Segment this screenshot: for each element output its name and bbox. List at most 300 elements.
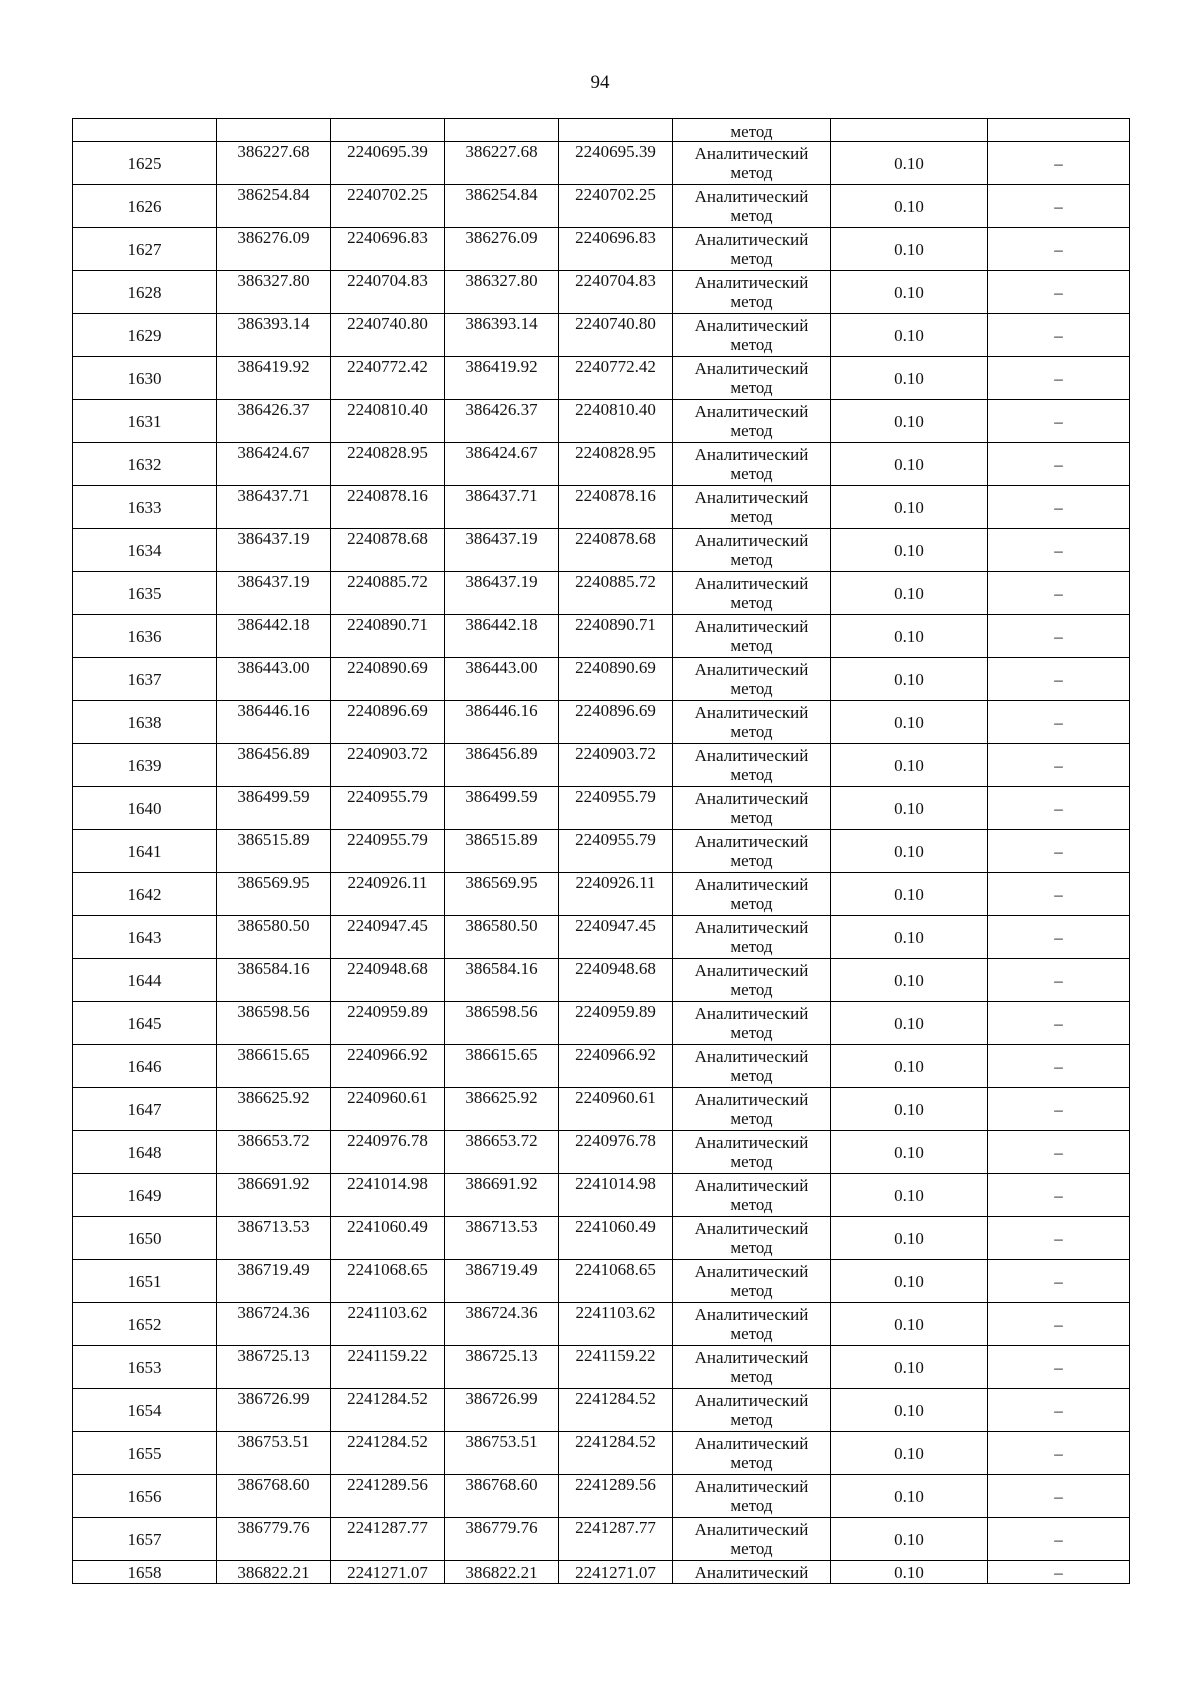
note-cell: – [988, 1389, 1130, 1432]
method-cell: Аналитический метод [673, 1131, 831, 1174]
table-row [73, 357, 1130, 400]
note-cell: – [988, 1088, 1130, 1131]
y-coordinate-new-cell: 2240885.72 [559, 572, 673, 615]
note-cell: – [988, 658, 1130, 701]
y-coordinate-cell: 2241287.77 [331, 1518, 445, 1561]
note-cell: – [988, 1475, 1130, 1518]
x-coordinate-cell: 386569.95 [217, 873, 331, 916]
y-coordinate-cell: 2240740.80 [331, 314, 445, 357]
table-row [73, 1518, 1130, 1561]
y-coordinate-cell: 2240959.89 [331, 1002, 445, 1045]
point-number-cell: 1652 [73, 1303, 217, 1346]
accuracy-cell: 0.10 [831, 271, 988, 314]
y-coordinate-new-cell: 2240959.89 [559, 1002, 673, 1045]
x-coordinate-cell: 386419.92 [217, 357, 331, 400]
table-row [73, 572, 1130, 615]
note-cell: – [988, 228, 1130, 271]
x-coordinate-new-cell: 386419.92 [445, 357, 559, 400]
method-cell: Аналитический метод [673, 916, 831, 959]
note-cell: – [988, 1518, 1130, 1561]
table-row [73, 615, 1130, 658]
x-coordinate-cell: 386227.68 [217, 142, 331, 185]
table-row [73, 228, 1130, 271]
table-row [73, 443, 1130, 486]
note-cell: – [988, 443, 1130, 486]
x-coordinate-new-cell: 386726.99 [445, 1389, 559, 1432]
table-row [73, 529, 1130, 572]
x-coordinate-cell: 386753.51 [217, 1432, 331, 1475]
accuracy-cell: 0.10 [831, 142, 988, 185]
point-number-cell: 1634 [73, 529, 217, 572]
y-coordinate-new-cell: 2241060.49 [559, 1217, 673, 1260]
accuracy-cell: 0.10 [831, 357, 988, 400]
y-coordinate-cell: 2240903.72 [331, 744, 445, 787]
x-coordinate-cell: 386822.21 [217, 1561, 331, 1584]
y-coordinate-cell: 2240878.16 [331, 486, 445, 529]
x-coordinate-cell: 386443.00 [217, 658, 331, 701]
x-coordinate-cell: 386768.60 [217, 1475, 331, 1518]
y-coordinate-new-cell: 2240948.68 [559, 959, 673, 1002]
y-coordinate-new-cell: 2240960.61 [559, 1088, 673, 1131]
point-number-cell: 1636 [73, 615, 217, 658]
accuracy-cell: 0.10 [831, 1346, 988, 1389]
x-coordinate-new-cell: 386437.19 [445, 572, 559, 615]
y-coordinate-new-cell: 2240890.71 [559, 615, 673, 658]
table-row [73, 1131, 1130, 1174]
note-cell: – [988, 1561, 1130, 1584]
table-row [73, 271, 1130, 314]
y-coordinate-new-cell: 2240740.80 [559, 314, 673, 357]
accuracy-cell: 0.10 [831, 1303, 988, 1346]
continuation-row [73, 119, 1130, 142]
x-coordinate-cell: 386725.13 [217, 1346, 331, 1389]
y-coordinate-new-cell: 2241014.98 [559, 1174, 673, 1217]
point-number-cell: 1632 [73, 443, 217, 486]
table-row [73, 1260, 1130, 1303]
accuracy-cell: 0.10 [831, 1389, 988, 1432]
point-number-cell: 1630 [73, 357, 217, 400]
method-cell: Аналитический метод [673, 787, 831, 830]
x-coordinate-new-cell: 386653.72 [445, 1131, 559, 1174]
point-number-cell: 1635 [73, 572, 217, 615]
x-coordinate-cell: 386615.65 [217, 1045, 331, 1088]
table-row [73, 701, 1130, 744]
table-row [73, 744, 1130, 787]
y-coordinate-cell: 2240878.68 [331, 529, 445, 572]
x-coordinate-cell: 386327.80 [217, 271, 331, 314]
point-number-cell: 1643 [73, 916, 217, 959]
x-coordinate-new-cell: 386725.13 [445, 1346, 559, 1389]
y-coordinate-cell: 2240947.45 [331, 916, 445, 959]
point-number-cell: 1646 [73, 1045, 217, 1088]
accuracy-cell: 0.10 [831, 1260, 988, 1303]
table-row [73, 486, 1130, 529]
x-coordinate-new-cell: 386580.50 [445, 916, 559, 959]
note-cell: – [988, 1217, 1130, 1260]
y-coordinate-new-cell: 2240966.92 [559, 1045, 673, 1088]
method-cell: Аналитический [673, 1561, 831, 1584]
y-coordinate-cell: 2240885.72 [331, 572, 445, 615]
x-coordinate-new-cell: 386598.56 [445, 1002, 559, 1045]
y-coordinate-cell: 2240896.69 [331, 701, 445, 744]
note-cell: – [988, 400, 1130, 443]
table-row [73, 959, 1130, 1002]
y-coordinate-cell: 2241289.56 [331, 1475, 445, 1518]
method-cell: Аналитический метод [673, 959, 831, 1002]
y-coordinate-cell: 2240702.25 [331, 185, 445, 228]
accuracy-cell: 0.10 [831, 787, 988, 830]
note-cell: – [988, 1303, 1130, 1346]
point-number-cell: 1628 [73, 271, 217, 314]
method-cell: Аналитический метод [673, 1002, 831, 1045]
point-number-cell: 1641 [73, 830, 217, 873]
y-coordinate-cell: 2240828.95 [331, 443, 445, 486]
y-coordinate-new-cell: 2241068.65 [559, 1260, 673, 1303]
method-cell: Аналитический метод [673, 486, 831, 529]
method-cell: Аналитический метод [673, 357, 831, 400]
y-coordinate-new-cell: 2240810.40 [559, 400, 673, 443]
method-cell: Аналитический метод [673, 701, 831, 744]
table-row [73, 916, 1130, 959]
x-coordinate-new-cell: 386753.51 [445, 1432, 559, 1475]
method-cell: Аналитический метод [673, 1432, 831, 1475]
x-coordinate-cell: 386713.53 [217, 1217, 331, 1260]
x-coordinate-cell: 386442.18 [217, 615, 331, 658]
x-coordinate-new-cell: 386625.92 [445, 1088, 559, 1131]
x-coordinate-cell: 386719.49 [217, 1260, 331, 1303]
table-row [73, 1432, 1130, 1475]
y-coordinate-new-cell: 2240926.11 [559, 873, 673, 916]
y-coordinate-cell: 2240960.61 [331, 1088, 445, 1131]
y-coordinate-cell: 2241103.62 [331, 1303, 445, 1346]
accuracy-cell: 0.10 [831, 400, 988, 443]
y-coordinate-new-cell: 2240695.39 [559, 142, 673, 185]
method-cell: Аналитический метод [673, 443, 831, 486]
method-cell: Аналитический метод [673, 873, 831, 916]
point-number-cell: 1644 [73, 959, 217, 1002]
x-coordinate-cell: 386499.59 [217, 787, 331, 830]
accuracy-cell: 0.10 [831, 1045, 988, 1088]
x-coordinate-new-cell: 386276.09 [445, 228, 559, 271]
cell-empty [217, 119, 331, 142]
x-coordinate-cell: 386456.89 [217, 744, 331, 787]
method-cell: Аналитический метод [673, 572, 831, 615]
x-coordinate-cell: 386580.50 [217, 916, 331, 959]
note-cell: – [988, 873, 1130, 916]
note-cell: – [988, 787, 1130, 830]
table-row [73, 658, 1130, 701]
accuracy-cell: 0.10 [831, 1174, 988, 1217]
note-cell: – [988, 1260, 1130, 1303]
page-number: 94 [590, 72, 610, 93]
y-coordinate-cell: 2240890.71 [331, 615, 445, 658]
x-coordinate-new-cell: 386437.71 [445, 486, 559, 529]
x-coordinate-new-cell: 386424.67 [445, 443, 559, 486]
x-coordinate-new-cell: 386713.53 [445, 1217, 559, 1260]
x-coordinate-cell: 386625.92 [217, 1088, 331, 1131]
x-coordinate-new-cell: 386327.80 [445, 271, 559, 314]
x-coordinate-cell: 386653.72 [217, 1131, 331, 1174]
note-cell: – [988, 185, 1130, 228]
y-coordinate-cell: 2240810.40 [331, 400, 445, 443]
x-coordinate-cell: 386424.67 [217, 443, 331, 486]
x-coordinate-cell: 386446.16 [217, 701, 331, 744]
method-cell: Аналитический метод [673, 1045, 831, 1088]
y-coordinate-cell: 2240926.11 [331, 873, 445, 916]
y-coordinate-cell: 2240955.79 [331, 787, 445, 830]
accuracy-cell: 0.10 [831, 1561, 988, 1584]
table-row [73, 1389, 1130, 1432]
note-cell: – [988, 701, 1130, 744]
table-row [73, 185, 1130, 228]
method-cell: Аналитический метод [673, 615, 831, 658]
method-cell: Аналитический метод [673, 1303, 831, 1346]
y-coordinate-new-cell: 2241159.22 [559, 1346, 673, 1389]
method-cell: Аналитический метод [673, 1260, 831, 1303]
point-number-cell: 1653 [73, 1346, 217, 1389]
cell-empty [988, 119, 1130, 142]
y-coordinate-new-cell: 2241289.56 [559, 1475, 673, 1518]
accuracy-cell: 0.10 [831, 1002, 988, 1045]
x-coordinate-cell: 386515.89 [217, 830, 331, 873]
note-cell: – [988, 314, 1130, 357]
y-coordinate-cell: 2240772.42 [331, 357, 445, 400]
y-coordinate-cell: 2240704.83 [331, 271, 445, 314]
x-coordinate-cell: 386437.19 [217, 572, 331, 615]
y-coordinate-cell: 2241159.22 [331, 1346, 445, 1389]
method-cell: Аналитический метод [673, 400, 831, 443]
x-coordinate-new-cell: 386442.18 [445, 615, 559, 658]
x-coordinate-cell: 386691.92 [217, 1174, 331, 1217]
x-coordinate-cell: 386779.76 [217, 1518, 331, 1561]
accuracy-cell: 0.10 [831, 1475, 988, 1518]
y-coordinate-new-cell: 2240704.83 [559, 271, 673, 314]
cell-empty [445, 119, 559, 142]
y-coordinate-new-cell: 2240772.42 [559, 357, 673, 400]
y-coordinate-cell: 2240976.78 [331, 1131, 445, 1174]
accuracy-cell: 0.10 [831, 1131, 988, 1174]
x-coordinate-new-cell: 386724.36 [445, 1303, 559, 1346]
table-row [73, 873, 1130, 916]
note-cell: – [988, 1174, 1130, 1217]
point-number-cell: 1625 [73, 142, 217, 185]
table-row [73, 1303, 1130, 1346]
accuracy-cell: 0.10 [831, 959, 988, 1002]
accuracy-cell: 0.10 [831, 314, 988, 357]
y-coordinate-cell: 2241060.49 [331, 1217, 445, 1260]
x-coordinate-new-cell: 386426.37 [445, 400, 559, 443]
accuracy-cell: 0.10 [831, 572, 988, 615]
note-cell: – [988, 357, 1130, 400]
y-coordinate-new-cell: 2240955.79 [559, 830, 673, 873]
note-cell: – [988, 142, 1130, 185]
y-coordinate-new-cell: 2241284.52 [559, 1432, 673, 1475]
method-cell: Аналитический метод [673, 1217, 831, 1260]
method-cell: Аналитический метод [673, 1518, 831, 1561]
x-coordinate-new-cell: 386456.89 [445, 744, 559, 787]
method-cell: Аналитический метод [673, 314, 831, 357]
method-cell: Аналитический метод [673, 1088, 831, 1131]
table-row [73, 142, 1130, 185]
method-cell: Аналитический метод [673, 228, 831, 271]
x-coordinate-new-cell: 386499.59 [445, 787, 559, 830]
note-cell: – [988, 1002, 1130, 1045]
table-row [73, 314, 1130, 357]
x-coordinate-new-cell: 386437.19 [445, 529, 559, 572]
point-number-cell: 1638 [73, 701, 217, 744]
table-row [73, 1346, 1130, 1389]
y-coordinate-new-cell: 2240702.25 [559, 185, 673, 228]
method-cell: Аналитический метод [673, 185, 831, 228]
y-coordinate-new-cell: 2240828.95 [559, 443, 673, 486]
point-number-cell: 1645 [73, 1002, 217, 1045]
point-number-cell: 1631 [73, 400, 217, 443]
method-cell: Аналитический метод [673, 744, 831, 787]
cell-empty [831, 119, 988, 142]
accuracy-cell: 0.10 [831, 830, 988, 873]
cell-empty [559, 119, 673, 142]
method-cell: Аналитический метод [673, 1174, 831, 1217]
x-coordinate-cell: 386437.71 [217, 486, 331, 529]
x-coordinate-cell: 386276.09 [217, 228, 331, 271]
y-coordinate-cell: 2240696.83 [331, 228, 445, 271]
accuracy-cell: 0.10 [831, 916, 988, 959]
note-cell: – [988, 572, 1130, 615]
method-cell: Аналитический метод [673, 529, 831, 572]
table-row [73, 400, 1130, 443]
point-number-cell: 1639 [73, 744, 217, 787]
point-number-cell: 1658 [73, 1561, 217, 1584]
method-cell: Аналитический метод [673, 1346, 831, 1389]
method-cell: Аналитический метод [673, 1389, 831, 1432]
point-number-cell: 1655 [73, 1432, 217, 1475]
x-coordinate-cell: 386254.84 [217, 185, 331, 228]
point-number-cell: 1649 [73, 1174, 217, 1217]
y-coordinate-cell: 2240695.39 [331, 142, 445, 185]
accuracy-cell: 0.10 [831, 185, 988, 228]
accuracy-cell: 0.10 [831, 615, 988, 658]
table-row [73, 1475, 1130, 1518]
x-coordinate-cell: 386584.16 [217, 959, 331, 1002]
x-coordinate-cell: 386726.99 [217, 1389, 331, 1432]
x-coordinate-cell: 386426.37 [217, 400, 331, 443]
point-number-cell: 1642 [73, 873, 217, 916]
accuracy-cell: 0.10 [831, 529, 988, 572]
point-number-cell: 1647 [73, 1088, 217, 1131]
y-coordinate-cell: 2240890.69 [331, 658, 445, 701]
method-cell: Аналитический метод [673, 830, 831, 873]
method-cell: Аналитический метод [673, 1475, 831, 1518]
accuracy-cell: 0.10 [831, 744, 988, 787]
x-coordinate-cell: 386724.36 [217, 1303, 331, 1346]
accuracy-cell: 0.10 [831, 701, 988, 744]
x-coordinate-new-cell: 386768.60 [445, 1475, 559, 1518]
accuracy-cell: 0.10 [831, 1217, 988, 1260]
y-coordinate-new-cell: 2241271.07 [559, 1561, 673, 1584]
point-number-cell: 1648 [73, 1131, 217, 1174]
note-cell: – [988, 1432, 1130, 1475]
x-coordinate-new-cell: 386515.89 [445, 830, 559, 873]
y-coordinate-cell: 2241284.52 [331, 1432, 445, 1475]
note-cell: – [988, 1346, 1130, 1389]
method-continuation: метод [673, 119, 831, 142]
accuracy-cell: 0.10 [831, 1518, 988, 1561]
y-coordinate-new-cell: 2241287.77 [559, 1518, 673, 1561]
coordinates-table [72, 118, 1130, 1584]
note-cell: – [988, 916, 1130, 959]
table-row [73, 1002, 1130, 1045]
table-row [73, 1217, 1130, 1260]
point-number-cell: 1651 [73, 1260, 217, 1303]
table-row [73, 1045, 1130, 1088]
x-coordinate-new-cell: 386719.49 [445, 1260, 559, 1303]
note-cell: – [988, 959, 1130, 1002]
x-coordinate-new-cell: 386254.84 [445, 185, 559, 228]
accuracy-cell: 0.10 [831, 228, 988, 271]
y-coordinate-cell: 2241068.65 [331, 1260, 445, 1303]
x-coordinate-new-cell: 386822.21 [445, 1561, 559, 1584]
table-row-last [73, 1561, 1130, 1584]
point-number-cell: 1626 [73, 185, 217, 228]
x-coordinate-cell: 386598.56 [217, 1002, 331, 1045]
table-row [73, 787, 1130, 830]
table-row [73, 1174, 1130, 1217]
y-coordinate-cell: 2241271.07 [331, 1561, 445, 1584]
x-coordinate-new-cell: 386584.16 [445, 959, 559, 1002]
x-coordinate-new-cell: 386779.76 [445, 1518, 559, 1561]
y-coordinate-cell: 2240955.79 [331, 830, 445, 873]
note-cell: – [988, 529, 1130, 572]
accuracy-cell: 0.10 [831, 443, 988, 486]
x-coordinate-cell: 386393.14 [217, 314, 331, 357]
note-cell: – [988, 271, 1130, 314]
point-number-cell: 1627 [73, 228, 217, 271]
y-coordinate-new-cell: 2240890.69 [559, 658, 673, 701]
accuracy-cell: 0.10 [831, 1088, 988, 1131]
y-coordinate-new-cell: 2240696.83 [559, 228, 673, 271]
x-coordinate-new-cell: 386443.00 [445, 658, 559, 701]
x-coordinate-new-cell: 386569.95 [445, 873, 559, 916]
table-row [73, 830, 1130, 873]
accuracy-cell: 0.10 [831, 1432, 988, 1475]
x-coordinate-new-cell: 386393.14 [445, 314, 559, 357]
point-number-cell: 1657 [73, 1518, 217, 1561]
method-cell: Аналитический метод [673, 271, 831, 314]
accuracy-cell: 0.10 [831, 486, 988, 529]
note-cell: – [988, 615, 1130, 658]
accuracy-cell: 0.10 [831, 873, 988, 916]
y-coordinate-cell: 2241284.52 [331, 1389, 445, 1432]
y-coordinate-new-cell: 2240903.72 [559, 744, 673, 787]
x-coordinate-new-cell: 386691.92 [445, 1174, 559, 1217]
cell-empty [73, 119, 217, 142]
x-coordinate-cell: 386437.19 [217, 529, 331, 572]
note-cell: – [988, 744, 1130, 787]
y-coordinate-new-cell: 2241284.52 [559, 1389, 673, 1432]
note-cell: – [988, 830, 1130, 873]
point-number-cell: 1637 [73, 658, 217, 701]
y-coordinate-cell: 2240966.92 [331, 1045, 445, 1088]
point-number-cell: 1650 [73, 1217, 217, 1260]
point-number-cell: 1656 [73, 1475, 217, 1518]
point-number-cell: 1629 [73, 314, 217, 357]
y-coordinate-new-cell: 2240896.69 [559, 701, 673, 744]
y-coordinate-cell: 2241014.98 [331, 1174, 445, 1217]
y-coordinate-new-cell: 2241103.62 [559, 1303, 673, 1346]
y-coordinate-new-cell: 2240878.68 [559, 529, 673, 572]
x-coordinate-new-cell: 386227.68 [445, 142, 559, 185]
y-coordinate-new-cell: 2240955.79 [559, 787, 673, 830]
